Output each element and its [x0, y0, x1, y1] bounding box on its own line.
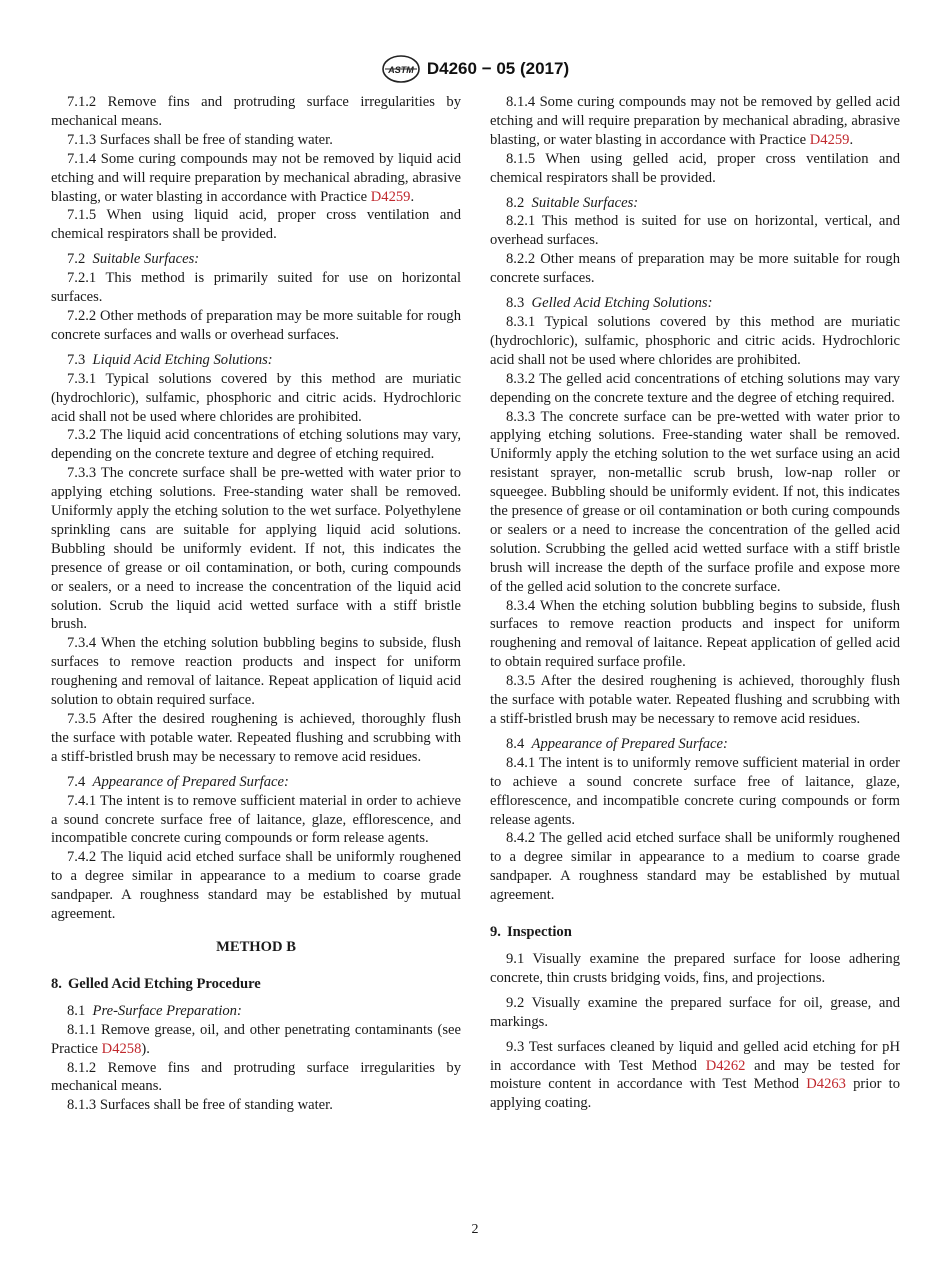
page-number: 2	[471, 1222, 479, 1237]
paragraph-7-1-5: 7.1.5 When using liquid acid, proper cross ventilation and chemical respirators shall be provided.	[51, 207, 461, 243]
paragraph-8-4-2: 8.4.2 The gelled acid etched surface shall be uniformly roughened to a degree similar in appearance to a medium to coarse grade sandpaper. A roughness standard may be established by mutual agreement.	[490, 830, 900, 904]
section-9-heading: 9. Inspection	[490, 924, 572, 941]
paragraph-8-2-1: 8.2.1 This method is suited for use on horizontal, vertical, and overhead surfaces.	[490, 213, 900, 249]
method-b-heading: METHOD B	[216, 938, 296, 955]
paragraph-8-2-2: 8.2.2 Other means of preparation may be more suitable for rough concrete surfaces.	[490, 251, 900, 287]
subsection-7-4: 7.4 Appearance of Prepared Surface:	[67, 773, 289, 790]
paragraph-8-4-1: 8.4.1 The intent is to uniformly remove sufficient material in order to achieve a sound concrete surface free of laitance, glaze, efflorescence, and incompatible concrete curing compounds or form release agents.	[490, 754, 900, 828]
paragraph-7-4-1: 7.4.1 The intent is to remove sufficient material in order to achieve a sound concrete surface free of laitance, glaze, efflorescence, and incompatible concrete curing compounds or form release agents.	[51, 792, 461, 847]
paragraph-8-1-5: 8.1.5 When using gelled acid, proper cross ventilation and chemical respirators shall be provided.	[490, 150, 900, 186]
paragraph-8-1-1: 8.1.1 Remove grease, oil, and other penetrating contaminants (see Practice D4258).	[51, 1021, 461, 1057]
paragraph-8-3-1: 8.3.1 Typical solutions covered by this method are muriatic (hydrochloric), sulfamic, phosphoric and citric acids. Hydrochloric acid shall not be used where chlorides are prohibited.	[490, 313, 900, 368]
paragraph-7-4-2: 7.4.2 The liquid acid etched surface shall be uniformly roughened to a degree similar in appearance to a medium to coarse grade sandpaper. A roughness standard may be established by mutual agreement.	[51, 849, 461, 923]
subsection-7-2: 7.2 Suitable Surfaces:	[67, 251, 200, 268]
paragraph-7-3-5: 7.3.5 After the desired roughening is achieved, thoroughly flush the surface with potable water. Repeated flushing and scrubbing with a stiff-bristled brush may be necessary to remove acid residues.	[51, 711, 461, 765]
paragraph-8-3-2: 8.3.2 The gelled acid concentrations of etching solutions may vary depending on the concrete texture and the degree of etching required.	[490, 370, 900, 406]
section-8-heading: 8. Gelled Acid Etching Procedure	[51, 975, 261, 992]
left-column	[51, 93, 461, 1115]
paragraph-8-3-3: 8.3.3 The concrete surface can be pre-wetted with water prior to applying etching solutions. Free-standing water shall be removed. Uniformly apply the etching solution to the wet surface using an acid resistant sprayer, non-metallic scrub brush, low-nap roller or squeegee. Bubbling should be uniformly evident. If not, this indicates the presence of grease or oil contamination or both curing compounds or sealers or a need to increase the concentration of the gelled acid solution. Scrubbing the gelled acid wetted surface with a stiff bristle brush will increase the depth of the surface profile and expose more of the gelled acid solution to the concrete surface.	[490, 408, 900, 595]
paragraph-7-3-4: 7.3.4 When the etching solution bubbling begins to subside, flush surfaces to remove reaction products and inspect for uniform roughening and removal of laitance. Repeat application of liquid acid solution to obtain required surface.	[51, 635, 461, 709]
paragraph-7-3-2: 7.3.2 The liquid acid concentrations of etching solutions may vary, depending on the concrete texture and degree of etching required.	[51, 427, 461, 463]
page-header	[0, 52, 950, 86]
paragraph-7-1-4: 7.1.4 Some curing compounds may not be removed by liquid acid etching and will require preparation by mechanical abrading, abrasive blasting, or water blasting in accordance with Practice D4259.	[51, 150, 461, 205]
subsection-8-2: 8.2 Suitable Surfaces:	[506, 194, 639, 211]
reference-link-d4259[interactable]: D4259	[370, 188, 411, 205]
subsection-8-4: 8.4 Appearance of Prepared Surface:	[506, 735, 728, 752]
right-column	[490, 93, 900, 1113]
paragraph-7-1-2: 7.1.2 Remove fins and protruding surface irregularities by mechanical means.	[51, 94, 461, 129]
svg-text:ASTM: ASTM	[388, 65, 414, 75]
reference-link-d4258[interactable]: D4258	[101, 1040, 142, 1057]
paragraph-9-1: 9.1 Visually examine the prepared surface for loose adhering concrete, thin crusts bridging voids, fins, and projections.	[490, 950, 900, 986]
reference-link-d4262[interactable]: D4262	[705, 1057, 746, 1074]
document-designation: D4260 − 05 (2017)	[426, 59, 570, 78]
reference-link-d4259[interactable]: D4259	[809, 131, 850, 148]
paragraph-7-2-2: 7.2.2 Other methods of preparation may be more suitable for rough concrete surfaces and walls or overhead surfaces.	[51, 307, 461, 343]
paragraph-8-1-3: 8.1.3 Surfaces shall be free of standing water.	[67, 1097, 333, 1114]
paragraph-7-2-1: 7.2.1 This method is primarily suited for use on horizontal surfaces.	[51, 270, 461, 306]
paragraph-8-1-4: 8.1.4 Some curing compounds may not be removed by gelled acid etching and will require preparation by mechanical abrading, abrasive blasting, or water blasting in accordance with Practice D4259.	[490, 94, 900, 148]
paragraph-9-2: 9.2 Visually examine the prepared surface for oil, grease, and markings.	[490, 994, 900, 1030]
astm-logo-icon	[381, 54, 421, 84]
paragraph-8-3-4: 8.3.4 When the etching solution bubbling begins to subside, flush surfaces to remove reaction products and inspect for uniform roughening and removal of laitance. Repeat application of gelled acid to obtain required surface profile.	[490, 597, 900, 671]
paragraph-9-3: 9.3 Test surfaces cleaned by liquid and gelled acid etching for pH in accordance with Test Method D4262 and may be tested for moisture content in accordance with Test Method D4263 prior to applying coating.	[490, 1038, 900, 1112]
subsection-7-3: 7.3 Liquid Acid Etching Solutions:	[67, 351, 273, 368]
subsection-8-3: 8.3 Gelled Acid Etching Solutions:	[506, 295, 713, 312]
paragraph-8-3-5: 8.3.5 After the desired roughening is achieved, thoroughly flush the surface with potable water. Repeated flushing and scrubbing with a stiff-bristled brush may be necessary to remove acid residues.	[490, 673, 900, 727]
reference-link-d4263[interactable]: D4263	[806, 1076, 846, 1093]
paragraph-7-3-1: 7.3.1 Typical solutions covered by this method are muriatic (hydrochloric), sulfamic, phosphoric and citric acids. Hydrochloric acid shall not be used where chlorides are prohibited.	[51, 370, 461, 425]
paragraph-7-1-3: 7.1.3 Surfaces shall be free of standing water.	[67, 131, 333, 148]
paragraph-8-1-2: 8.1.2 Remove fins and protruding surface irregularities by mechanical means.	[51, 1059, 461, 1095]
paragraph-7-3-3: 7.3.3 The concrete surface shall be pre-wetted with water prior to applying etching solutions. Free-standing water shall be removed. Uniformly apply the etching solution to the wet surface. Polyethylene sprinkling cans are suitable for applying liquid acid solutions. Bubbling should be uniformly evident. If not, this indicates the presence of grease or oil contamination, or both, curing compounds or sealers, or a need to increase the concentration of the liquid acid solution. Scrub the liquid acid wetted surface with a stiff bristle brush.	[51, 465, 461, 633]
subsection-8-1: 8.1 Pre-Surface Preparation:	[67, 1002, 242, 1019]
